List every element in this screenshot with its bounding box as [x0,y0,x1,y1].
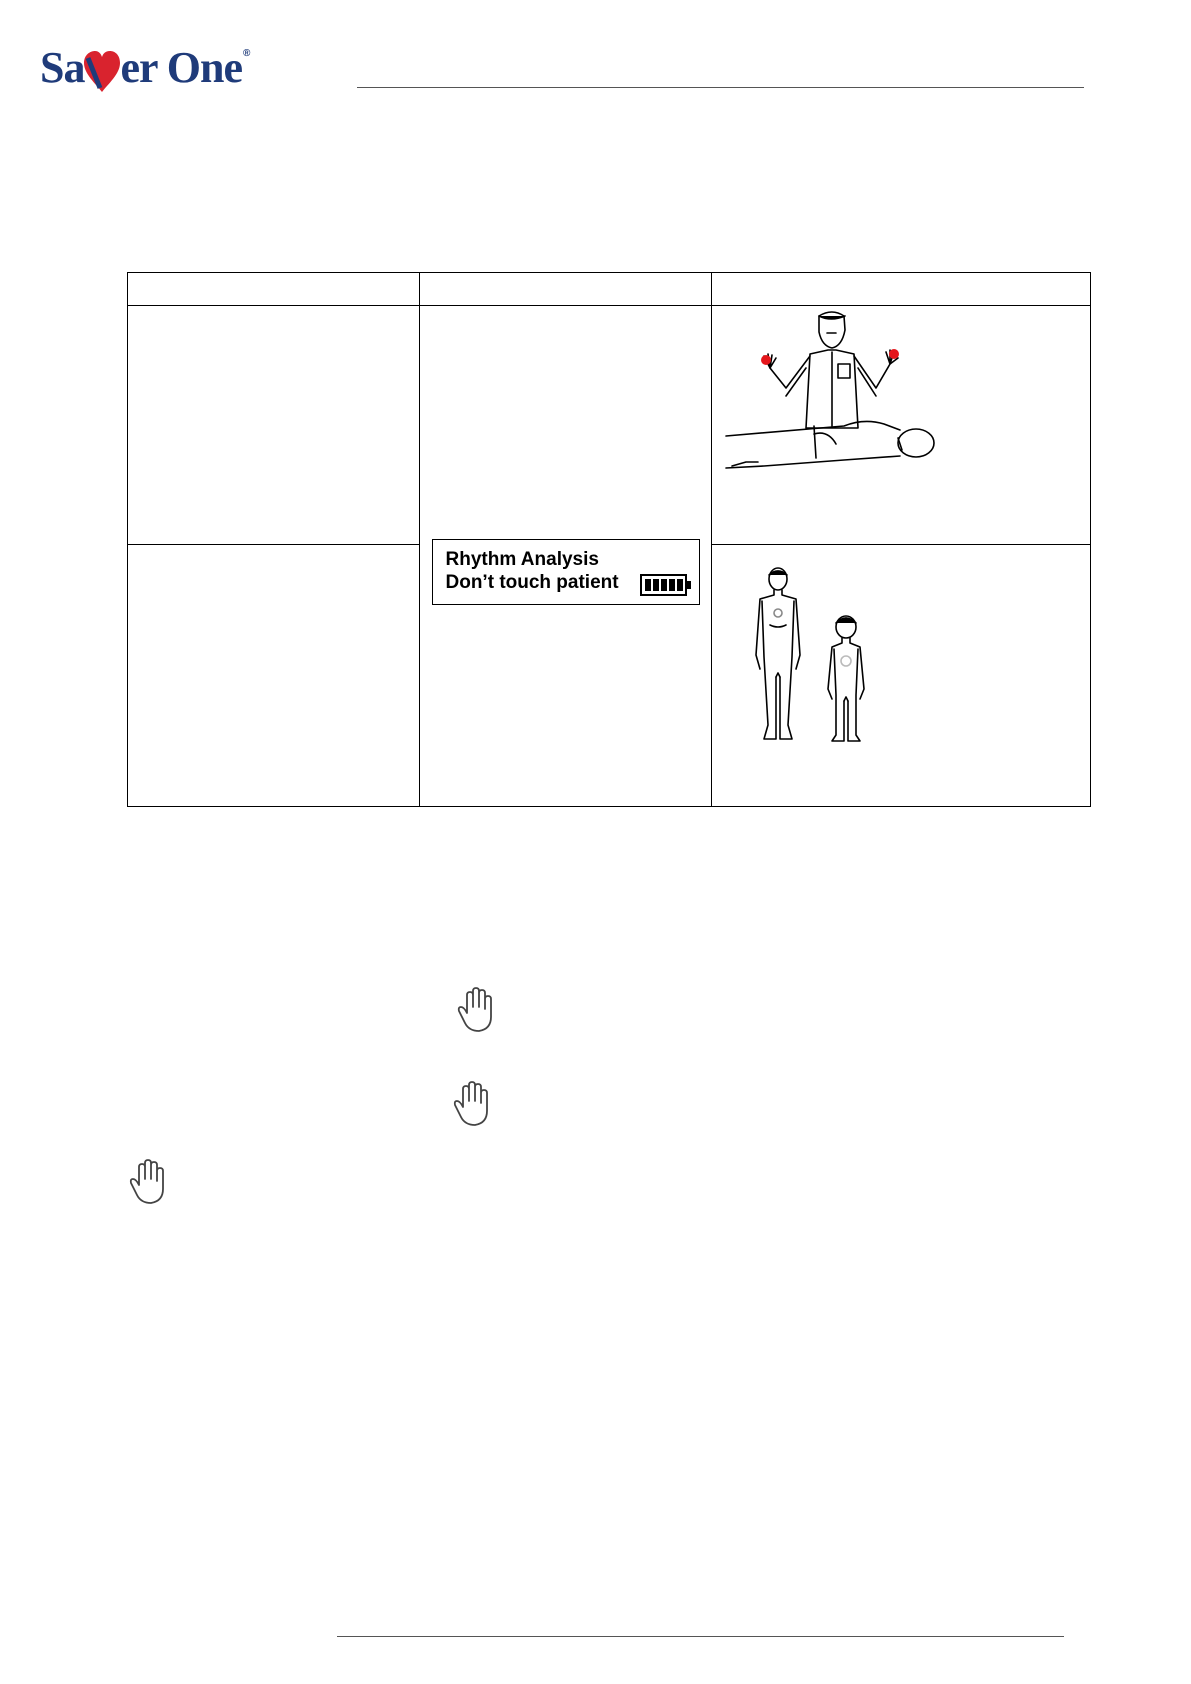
battery-full-icon [640,574,692,596]
footer-rule [337,1636,1064,1637]
table-cell-step [128,306,420,545]
header-rule [357,87,1084,88]
logo-heart-icon [82,50,122,94]
table-cell-display [420,306,712,807]
logo-text-pre: Sa [40,43,85,92]
hand-stop-icon [457,987,497,1033]
lcd-display-screen [432,539,700,605]
table-header-cell [420,273,712,306]
table-cell-step [128,545,420,807]
table-cell-illustration [712,306,1091,545]
table-header-row [128,273,1091,306]
adult-and-child-illustration [746,565,906,755]
table-header-cell [712,273,1091,306]
saver-one-logo [40,42,249,93]
lcd-line-2: Don’t touch patient [445,572,619,593]
table-cell-illustration [712,545,1091,807]
logo-text-post: er One [120,43,242,92]
table-row [128,306,1091,545]
hand-stop-icon [453,1081,493,1127]
lcd-line-1: Rhythm Analysis [445,549,599,570]
registered-mark: ® [242,48,250,59]
rescuer-hands-off-illustration [724,308,984,488]
table-header-cell [128,273,420,306]
instruction-table [127,272,1091,807]
hand-stop-icon [129,1159,169,1205]
